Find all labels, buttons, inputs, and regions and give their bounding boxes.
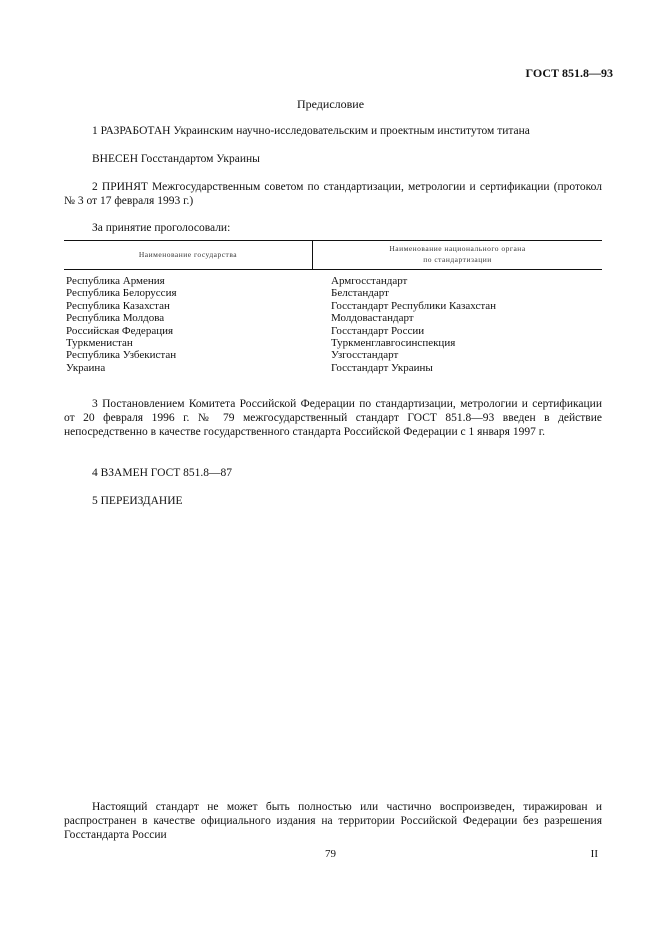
table-header (64, 241, 602, 270)
column-header-body (313, 243, 602, 265)
table-cell-state: Туркменистан (66, 337, 133, 350)
table-cell-body: Узгосстандарт (331, 349, 399, 362)
table-cell-body: Госстандарт России (331, 324, 425, 337)
table-cell-state: Республика Узбекистан (66, 349, 177, 362)
copyright-notice: Настоящий стандарт не может быть полностью или частично воспроизведен, тиражирован и распространен в качестве официального издания на территории Российской Федерации без разрешения Госстандарта России (64, 801, 602, 841)
paragraph-replaces: 4 ВЗАМЕН ГОСТ 851.8—87 (92, 467, 233, 479)
vote-label: За принятие проголосовали: (92, 222, 231, 234)
column-header-body-line2: по стандартизации (423, 255, 492, 264)
paragraph-developed: 1 РАЗРАБОТАН Украинским научно-исследовательским и проектным институтом титана (92, 125, 530, 137)
document-code: ГОСТ 851.8—93 (525, 66, 613, 80)
table-cell-body: Белстандарт (331, 287, 389, 300)
table-cell-body: Госстандарт Республики Казахстан (331, 299, 497, 312)
table-cell-state: Республика Молдова (66, 312, 165, 325)
table-cell-body: Армгосстандарт (331, 275, 408, 287)
table-cell-state: Республика Белоруссия (66, 287, 177, 300)
table-cell-body: Госстандарт Украины (331, 361, 433, 374)
page-number: 79 (325, 848, 336, 860)
table-cell-state: Российская Федерация (66, 324, 174, 337)
roman-page-number: II (590, 848, 598, 860)
table-cell-body: Туркменглавгосинспекция (331, 337, 456, 350)
paragraph-reissue: 5 ПЕРЕИЗДАНИЕ (92, 495, 183, 507)
table-cell-state: Республика Армения (66, 275, 165, 287)
page-title: Предисловие (296, 97, 365, 111)
column-header-state: Наименование государства (138, 250, 238, 259)
paragraph-resolution: 3 Постановлением Комитета Российской Федерации по стандартизации, метрологии и сертификации от 20 февраля 1996 г. № 79 межгосударственный стандарт ГОСТ 851.8—93 введен в действие непосредственно в качестве государственного стандарта Российской Федерации с 1 января 1997 г. (64, 398, 602, 438)
table-cell-state: Украина (66, 361, 106, 374)
states-column (66, 275, 177, 374)
paragraph-adopted: 2 ПРИНЯТ Межгосударственным советом по стандартизации, метрологии и сертификации (протокол № 3 от 17 февраля 1993 г.) (64, 181, 602, 207)
table-cell-body: Молдовастандарт (331, 312, 414, 325)
paragraph-introduced: ВНЕСЕН Госстандартом Украины (92, 153, 260, 165)
table-cell-state: Республика Казахстан (66, 299, 170, 312)
voting-table (64, 240, 602, 381)
column-header-body-line1: Наименование национального органа (389, 244, 526, 253)
bodies-column (331, 275, 496, 374)
